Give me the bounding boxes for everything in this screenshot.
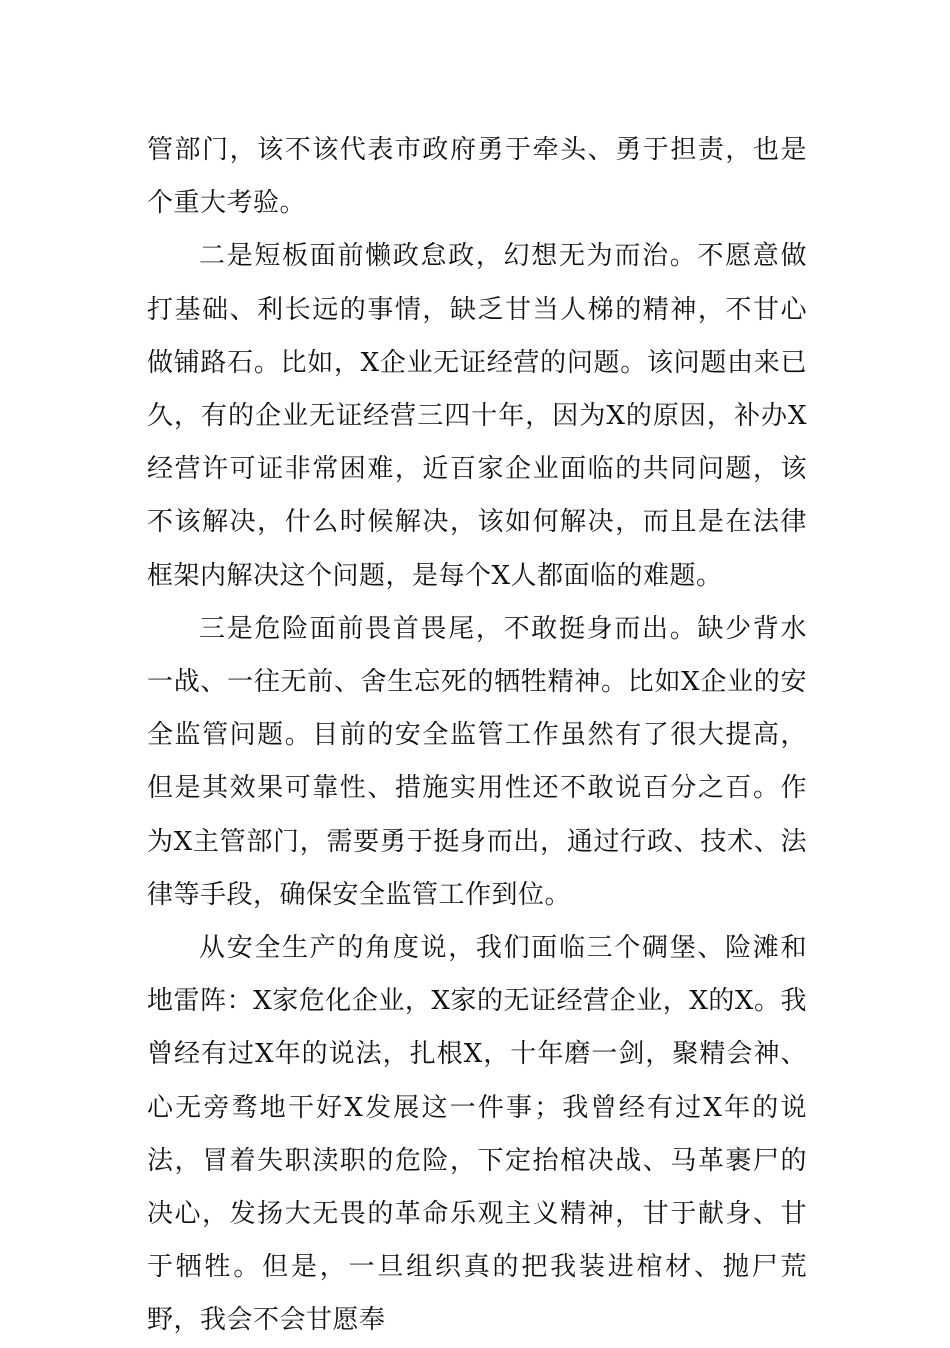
document-page (147, 124, 807, 1348)
paragraph-point-two: 二是短板面前懒政怠政，幻想无为而治。不愿意做打基础、利长远的事情，缺乏甘当人梯的精神，不甘心做铺路石。比如，X企业无证经营的问题。该问题由来已久，有的企业无证经营三四十年，因为X的原因，补办X经营许可证非常困难，近百家企业面临的共同问题，该不该解决，什么时候解决，该如何解决，而且是在法律框架内解决这个问题，是每个X人都面临的难题。 (147, 241, 807, 591)
paragraph-point-three: 三是危险面前畏首畏尾，不敢挺身而出。缺少背水一战、一往无前、舍生忘死的牺牲精神。比如X企业的安全监管问题。目前的安全监管工作虽然有了很大提高，但是其效果可靠性、措施实用性还不敢说百分之百。作为X主管部门，需要勇于挺身而出，通过行政、技术、法律等手段，确保安全监管工作到位。 (147, 613, 807, 910)
paragraph-continuation: 管部门，该不该代表市政府勇于牵头、勇于担责，也是个重大考验。 (147, 135, 807, 219)
paragraph-safety-production: 从安全生产的角度说，我们面临三个碉堡、险滩和地雷阵：X家危化企业，X家的无证经营企业，X的X。我曾经有过X年的说法，扎根X，十年磨一剑，聚精会神、心无旁骛地干好X发展这一件事；我曾经有过X年的说法，冒着失职渎职的危险，下定抬棺决战、马革裹尸的决心，发扬大无畏的革命乐观主义精神，甘于献身、甘于牺牲。但是，一旦组织真的把我装进棺材、抛尸荒野，我会不会甘愿奉 (147, 933, 807, 1336)
